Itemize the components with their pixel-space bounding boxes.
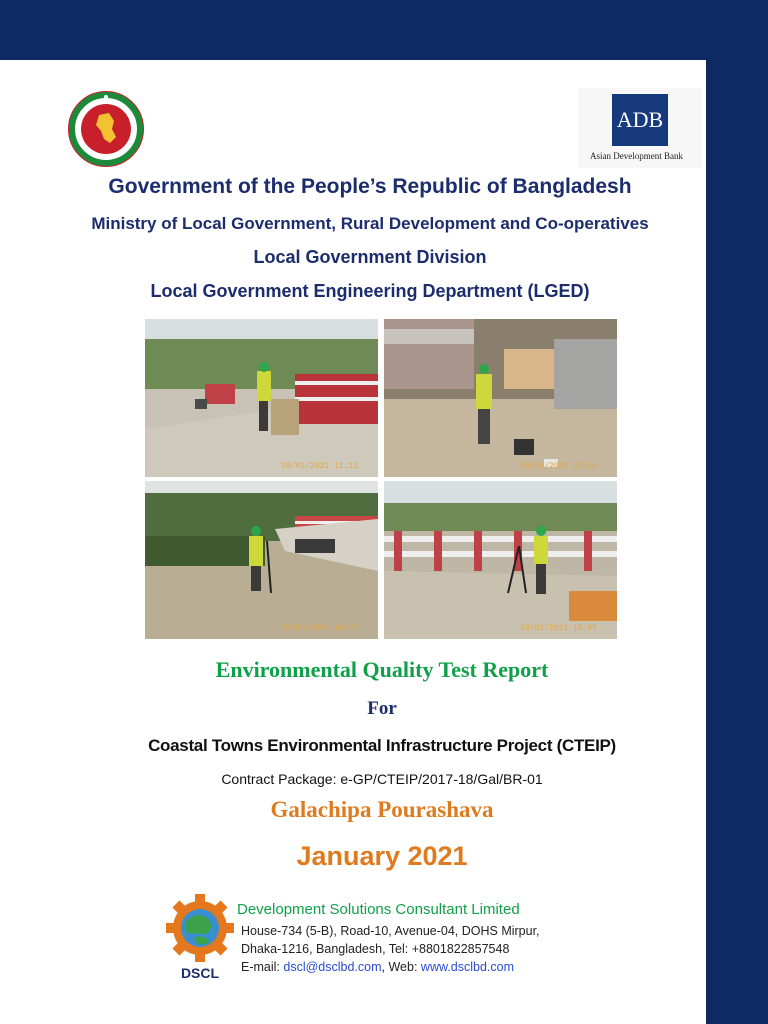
address-line-2: Dhaka-1216, Bangladesh, Tel: +8801822857548: [241, 942, 510, 956]
site-photo-bridge-noise: [384, 481, 617, 639]
consultant-name: Development Solutions Consultant Limited: [237, 901, 520, 918]
top-frame-bar: [0, 0, 768, 60]
bangladesh-government-seal-icon: [68, 91, 144, 167]
web-link[interactable]: www.dsclbd.com: [420, 960, 515, 974]
division-heading: Local Government Division: [253, 247, 487, 267]
report-cover-page: [0, 60, 706, 1024]
contact-line: E-mail: dscl@dsclbd.com, Web: www.dsclbd.com: [241, 960, 515, 974]
government-heading: Government of the People’s Republic of Bangladesh: [108, 175, 632, 198]
for-label: For: [367, 698, 397, 719]
site-photo-house-sampling: [384, 319, 617, 477]
photo-timestamp: 29/01/2021 15:05: [520, 624, 597, 633]
photo-timestamp: 29/01/2021 14:47: [281, 624, 358, 633]
site-photo-canal-survey: [145, 481, 378, 639]
email-link[interactable]: dscl@dsclbd.com: [283, 960, 382, 974]
department-heading: Local Government Engineering Department (LGED): [150, 281, 590, 301]
adb-caption: Asian Development Bank: [590, 151, 683, 161]
ministry-heading: Ministry of Local Government, Rural Development and Co-operatives: [91, 214, 649, 233]
contract-package: Contract Package: e-GP/CTEIP/2017-18/Gal/BR-01: [221, 771, 543, 787]
report-date: January 2021: [296, 841, 468, 871]
pourashava-name: Galachipa Pourashava: [270, 797, 494, 822]
photo-timestamp: 29/01/2021 13:19: [520, 462, 597, 471]
site-photo-bridge-survey: [145, 319, 378, 477]
adb-logo: [578, 88, 702, 168]
site-photo-grid: [141, 318, 619, 640]
right-frame-bar: [706, 60, 768, 1024]
email-label: E-mail:: [241, 960, 280, 974]
photo-timestamp: 29/01/2021 11:11: [281, 462, 358, 471]
adb-mark: ADB: [612, 94, 668, 146]
project-name: Coastal Towns Environmental Infrastructure Project (CTEIP): [148, 736, 616, 755]
address-line-1: House-734 (5-B), Road-10, Avenue-04, DOHS Mirpur,: [241, 924, 540, 938]
report-title: Environmental Quality Test Report: [215, 657, 549, 682]
dscl-logo-text: DSCL: [180, 965, 220, 981]
web-label: Web:: [388, 960, 418, 974]
